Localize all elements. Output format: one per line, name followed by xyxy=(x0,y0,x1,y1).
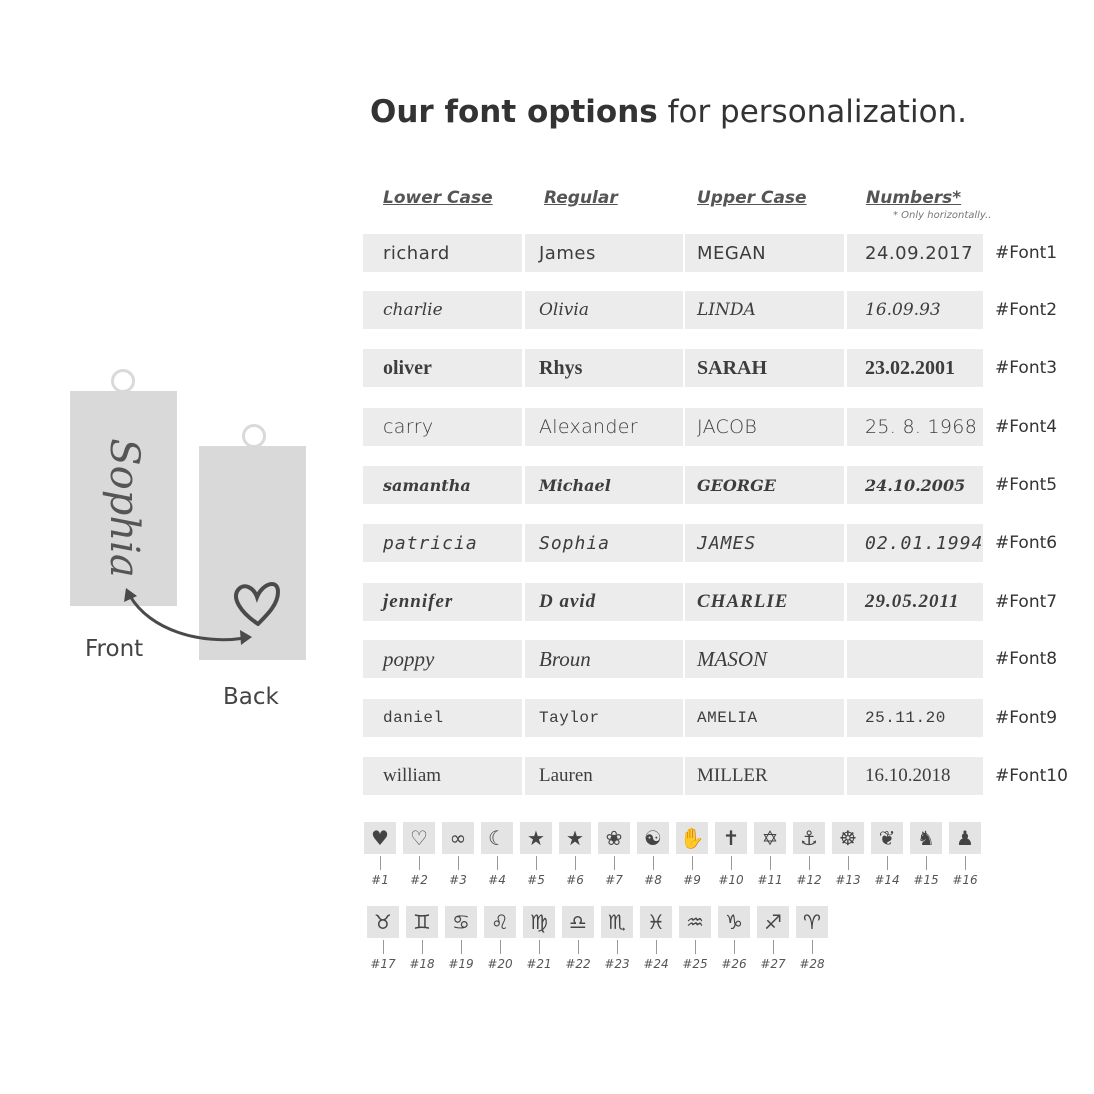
symbol-label: #5 xyxy=(527,873,545,887)
symbol-label: #2 xyxy=(410,873,428,887)
aries-icon: ♈ xyxy=(796,906,828,938)
symbol-label: #8 xyxy=(644,873,662,887)
sagittarius-icon: ♐ xyxy=(757,906,789,938)
font-label: #Font2 xyxy=(995,300,1058,320)
cell-lower-case: william xyxy=(363,757,522,795)
cell-regular: Alexander xyxy=(525,408,683,446)
symbol-label: #10 xyxy=(718,873,744,887)
heart-engraving-icon xyxy=(236,584,278,624)
symbol-label: #7 xyxy=(605,873,623,887)
symbol-label: #3 xyxy=(449,873,467,887)
arrow-head-right xyxy=(240,630,252,645)
font-label: #Font3 xyxy=(995,358,1058,378)
moon-icon: ☾ xyxy=(481,822,513,854)
star-icon: ★ xyxy=(520,822,552,854)
libra-icon: ♎ xyxy=(562,906,594,938)
cell-numbers: 02.01.1994 xyxy=(847,524,983,562)
symbol-connector xyxy=(809,856,810,870)
symbol-connector xyxy=(536,856,537,870)
symbol-label: #15 xyxy=(913,873,939,887)
gemini-icon: ♊ xyxy=(406,906,438,938)
cell-numbers: 25.11.20 xyxy=(847,699,983,737)
symbol-connector xyxy=(419,856,420,870)
cell-numbers: 16.10.2018 xyxy=(847,757,983,795)
symbol-label: #24 xyxy=(643,957,669,971)
arrow-head-left xyxy=(124,588,137,602)
symbol-connector xyxy=(422,940,423,954)
symbol-connector xyxy=(695,940,696,954)
virgo-icon: ♍ xyxy=(523,906,555,938)
font-label: #Font10 xyxy=(995,766,1068,786)
symbol-connector xyxy=(575,856,576,870)
cell-numbers: 23.02.2001 xyxy=(847,349,983,387)
symbol-label: #26 xyxy=(721,957,747,971)
symbol-connector xyxy=(614,856,615,870)
symbol-label: #6 xyxy=(566,873,584,887)
cell-lower-case: patricia xyxy=(363,524,522,562)
cell-lower-case: charlie xyxy=(363,291,522,329)
symbol-label: #23 xyxy=(604,957,630,971)
header-numbers: Numbers* xyxy=(866,188,962,208)
symbol-connector xyxy=(731,856,732,870)
cell-numbers: 16.09.93 xyxy=(847,291,983,329)
symbol-connector xyxy=(965,856,966,870)
symbol-connector xyxy=(617,940,618,954)
cell-numbers xyxy=(847,640,983,678)
anchor-icon: ⚓ xyxy=(793,822,825,854)
infinity-icon: ∞ xyxy=(442,822,474,854)
hamsa-icon: ✋ xyxy=(676,822,708,854)
symbol-label: #11 xyxy=(757,873,783,887)
font-label: #Font9 xyxy=(995,708,1058,728)
cell-upper-case: JACOB xyxy=(685,408,844,446)
cell-upper-case: MILLER xyxy=(685,757,844,795)
symbol-label: #21 xyxy=(526,957,552,971)
cell-upper-case: SARAH xyxy=(685,349,844,387)
cell-lower-case: carry xyxy=(363,408,522,446)
symbol-connector xyxy=(653,856,654,870)
cell-upper-case: MASON xyxy=(685,640,844,678)
symbol-label: #28 xyxy=(799,957,825,971)
capricorn-icon: ♑ xyxy=(718,906,750,938)
cross-icon: ✝ xyxy=(715,822,747,854)
numbers-footnote: * Only horizontally.. xyxy=(893,210,992,221)
cell-regular: Rhys xyxy=(525,349,683,387)
cell-upper-case: JAMES xyxy=(685,524,844,562)
symbol-connector xyxy=(656,940,657,954)
symbol-connector xyxy=(578,940,579,954)
cell-numbers: 29.05.2011 xyxy=(847,583,983,621)
cell-regular: Sophia xyxy=(525,524,683,562)
symbol-connector xyxy=(926,856,927,870)
cell-upper-case: MEGAN xyxy=(685,234,844,272)
symbol-connector xyxy=(500,940,501,954)
symbol-label: #14 xyxy=(874,873,900,887)
symbol-label: #16 xyxy=(952,873,978,887)
star-of-david-icon: ✡ xyxy=(754,822,786,854)
page-title: Our font options for personalization. xyxy=(370,94,968,130)
symbol-connector xyxy=(497,856,498,870)
symbol-label: #1 xyxy=(371,873,389,887)
cell-numbers: 24.09.2017 xyxy=(847,234,983,272)
cell-regular: Broun xyxy=(525,640,683,678)
cell-regular: Michael xyxy=(525,466,683,504)
lotus-icon: ❦ xyxy=(871,822,903,854)
symbol-label: #18 xyxy=(409,957,435,971)
symbol-connector xyxy=(812,940,813,954)
symbol-connector xyxy=(692,856,693,870)
cell-upper-case: LINDA xyxy=(685,291,844,329)
cell-regular: Olivia xyxy=(525,291,683,329)
back-label: Back xyxy=(223,684,279,710)
cell-lower-case: poppy xyxy=(363,640,522,678)
cell-lower-case: daniel xyxy=(363,699,522,737)
font-label: #Font6 xyxy=(995,533,1058,553)
header-lower-case: Lower Case xyxy=(383,188,493,208)
symbol-connector xyxy=(383,940,384,954)
symbol-label: #22 xyxy=(565,957,591,971)
font-label: #Font7 xyxy=(995,592,1058,612)
cell-regular: D avid xyxy=(525,583,683,621)
symbol-connector xyxy=(539,940,540,954)
symbol-label: #19 xyxy=(448,957,474,971)
scorpio-icon: ♏ xyxy=(601,906,633,938)
cell-numbers: 24.10.2005 xyxy=(847,466,983,504)
symbol-connector xyxy=(770,856,771,870)
cell-lower-case: richard xyxy=(363,234,522,272)
symbol-connector xyxy=(773,940,774,954)
symbol-connector xyxy=(380,856,381,870)
taurus-icon: ♉ xyxy=(367,906,399,938)
symbol-label: #4 xyxy=(488,873,506,887)
cell-upper-case: AMELIA xyxy=(685,699,844,737)
symbol-label: #13 xyxy=(835,873,861,887)
paw-icon: ❀ xyxy=(598,822,630,854)
symbol-label: #9 xyxy=(683,873,701,887)
cancer-icon: ♋ xyxy=(445,906,477,938)
cell-lower-case: oliver xyxy=(363,349,522,387)
cell-lower-case: samantha xyxy=(363,466,522,504)
front-tag-engraving: Sophia xyxy=(101,438,147,578)
cell-lower-case: jennifer xyxy=(363,583,522,621)
pisces-icon: ♓ xyxy=(640,906,672,938)
font-label: #Font8 xyxy=(995,649,1058,669)
helm-icon: ☸ xyxy=(832,822,864,854)
font-label: #Font5 xyxy=(995,475,1058,495)
heart-icon: ♥ xyxy=(364,822,396,854)
flip-arrow-icon xyxy=(130,596,245,640)
yin-yang-icon: ☯ xyxy=(637,822,669,854)
symbol-connector xyxy=(461,940,462,954)
header-upper-case: Upper Case xyxy=(697,188,807,208)
cell-regular: James xyxy=(525,234,683,272)
star-small-icon: ★ xyxy=(559,822,591,854)
font-label: #Font1 xyxy=(995,243,1058,263)
aquarius-icon: ♒ xyxy=(679,906,711,938)
cell-regular: Taylor xyxy=(525,699,683,737)
symbol-label: #27 xyxy=(760,957,786,971)
symbol-label: #25 xyxy=(682,957,708,971)
heart-outline-icon: ♡ xyxy=(403,822,435,854)
symbol-connector xyxy=(848,856,849,870)
heart-and-arrow-drawing xyxy=(0,0,340,720)
leo-icon: ♌ xyxy=(484,906,516,938)
cell-upper-case: CHARLIE xyxy=(685,583,844,621)
cell-regular: Lauren xyxy=(525,757,683,795)
font-label: #Font4 xyxy=(995,417,1058,437)
symbol-connector xyxy=(734,940,735,954)
symbol-label: #12 xyxy=(796,873,822,887)
symbol-label: #20 xyxy=(487,957,513,971)
symbol-connector xyxy=(458,856,459,870)
cell-upper-case: GEORGE xyxy=(685,466,844,504)
front-label: Front xyxy=(85,636,144,662)
dog-icon: ♞ xyxy=(910,822,942,854)
symbol-label: #17 xyxy=(370,957,396,971)
cat-icon: ♟ xyxy=(949,822,981,854)
header-regular: Regular xyxy=(544,188,618,208)
cell-numbers: 25. 8. 1968 xyxy=(847,408,983,446)
symbol-connector xyxy=(887,856,888,870)
